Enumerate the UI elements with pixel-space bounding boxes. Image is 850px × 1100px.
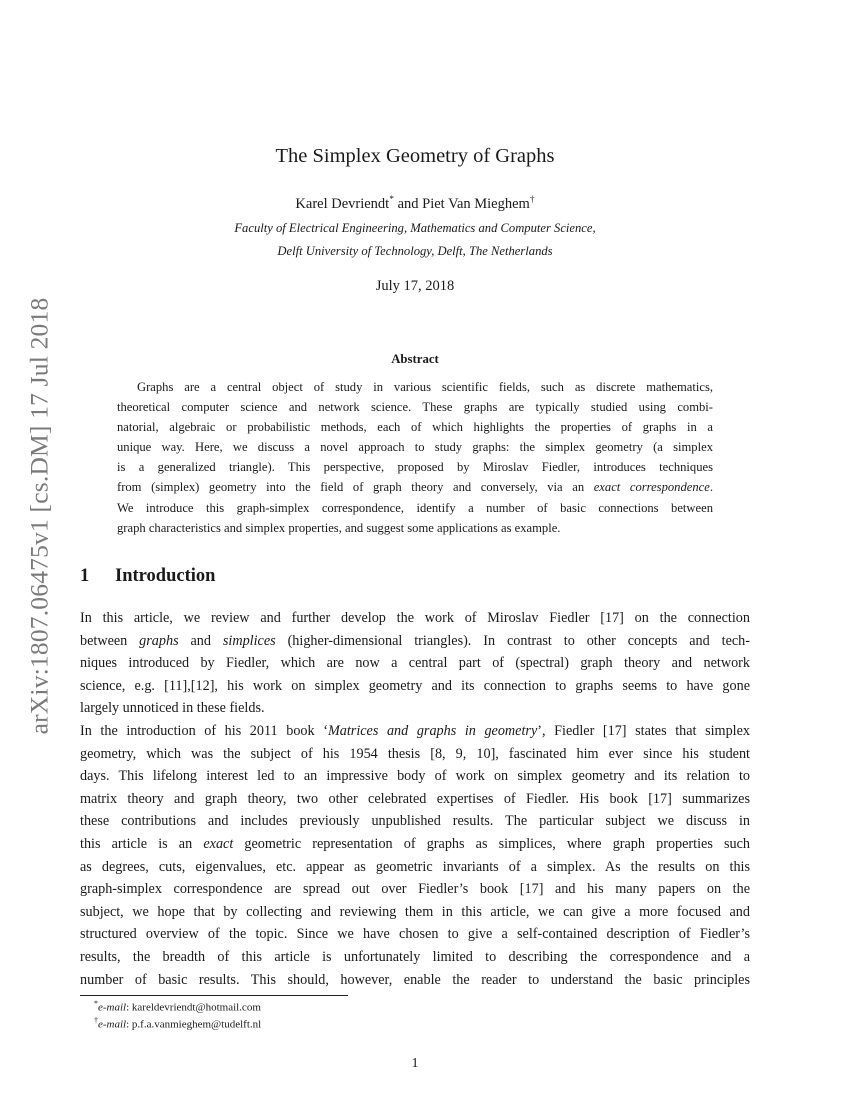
body-line: days. This lifelong interest led to an impressive body of work on simplex geometry and its relation to bbox=[80, 768, 750, 785]
arxiv-identifier: arXiv:1807.06475v1 [cs.DM] 17 Jul 2018 bbox=[24, 297, 54, 735]
body-emphasis: exact bbox=[203, 835, 234, 852]
body-line: number of basic results. This should, however, enable the reader to understand the basic principles bbox=[80, 971, 750, 988]
body-line bbox=[80, 720, 750, 743]
abstract-line: We introduce this graph-simplex correspondence, identify a number of basic connections between bbox=[117, 500, 713, 515]
footnote-2-mark: † bbox=[94, 1016, 98, 1025]
body-line: results, the breadth of this article is unfortunately limited to describing the correspondence and a bbox=[80, 948, 750, 965]
body-text-run: (higher-dimensional triangles). In contrast to other concepts and tech- bbox=[275, 632, 750, 649]
publication-date: July 17, 2018 bbox=[375, 278, 455, 294]
body-line: science, e.g. [11],[12], his work on simplex geometry and its connection to graphs seems to have gone bbox=[80, 677, 750, 694]
arxiv-side-stamp bbox=[22, 266, 56, 766]
section-number: 1 bbox=[80, 566, 90, 586]
author-2-name: Piet Van Mieghem bbox=[422, 195, 530, 212]
body-text-run: In the introduction of his 2011 book ‘ bbox=[80, 722, 328, 739]
abstract-line: theoretical computer science and network science. These graphs are typically studied using combi- bbox=[117, 400, 713, 415]
abstract-line: is a generalized triangle). This perspective, proposed by Miroslav Fiedler, introduces techniques bbox=[117, 460, 713, 475]
abstract-line: graph characteristics and simplex properties, and suggest some applications as example. bbox=[117, 520, 561, 535]
body-line: structured overview of the topic. Since we have chosen to give a self-contained description of Fiedler’s bbox=[80, 926, 750, 943]
footnote-2-email: p.f.a.vanmieghem@tudelft.nl bbox=[131, 1018, 262, 1031]
body-emphasis: simplices bbox=[222, 632, 276, 649]
footnote-2-separator: : bbox=[126, 1018, 132, 1031]
abstract-line: natorial, algebraic or probabilistic methods, each of which highlights the properties of graphs in a bbox=[117, 420, 713, 435]
section-title: Introduction bbox=[115, 566, 216, 586]
author-1-footnote-mark: * bbox=[389, 195, 394, 205]
footnote-1-separator: : bbox=[126, 1001, 132, 1014]
abstract-body bbox=[117, 377, 713, 538]
body-line: In this article, we review and further develop the work of Miroslav Fiedler [17] on the connection bbox=[80, 610, 750, 626]
body-line: largely unnoticed in these fields. bbox=[80, 700, 265, 717]
body-text-run: geometric representation of graphs as simplices, where graph properties such bbox=[233, 835, 750, 852]
affiliation-line-1: Faculty of Electrical Engineering, Mathematics and Computer Science, bbox=[234, 221, 596, 235]
body-line bbox=[80, 630, 750, 653]
body-line bbox=[80, 833, 750, 856]
paper-title: The Simplex Geometry of Graphs bbox=[275, 145, 555, 167]
body-line: matrix theory and graph theory, two other celebrated expertises of Fiedler. His book [17] summarizes bbox=[80, 790, 750, 807]
author-line bbox=[80, 195, 750, 213]
page-number: 1 bbox=[411, 1056, 419, 1071]
abstract-line: Graphs are a central object of study in various scientific fields, such as discrete mathematics, bbox=[137, 380, 713, 394]
author-2-footnote-mark: † bbox=[529, 195, 535, 205]
body-line: niques introduced by Fiedler, which are now a central part of (spectral) graph theory and network bbox=[80, 655, 750, 672]
body-emphasis: Matrices and graphs in geometry bbox=[327, 722, 538, 739]
body-text-run: between bbox=[80, 632, 140, 649]
author-1-name: Karel Devriendt bbox=[295, 195, 390, 212]
affiliation-line-2: Delft University of Technology, Delft, The Netherlands bbox=[277, 244, 553, 258]
body-line: geometry, which was the subject of his 1954 thesis [8, 9, 10], fascinated him ever since his student bbox=[80, 745, 750, 762]
introduction-body bbox=[80, 607, 750, 991]
body-text-run: and bbox=[178, 632, 223, 649]
body-line: these contributions and includes previously unpublished results. The particular subject we discuss in bbox=[80, 813, 750, 830]
footnote-2-label: e-mail bbox=[98, 1018, 127, 1031]
footnote-1-email: kareldevriendt@hotmail.com bbox=[131, 1001, 261, 1014]
body-line: as degrees, cuts, eigenvalues, etc. appear as geometric invariants of a simplex. As the results on this bbox=[80, 858, 750, 875]
body-text-run: ’, Fiedler [17] states that simplex bbox=[537, 722, 750, 739]
abstract-line bbox=[117, 477, 713, 497]
abstract-line: unique way. Here, we discuss a novel approach to study graphs: the simplex geometry (a simplex bbox=[117, 440, 713, 455]
body-emphasis: graphs bbox=[139, 632, 179, 649]
footnote-2 bbox=[94, 1016, 261, 1031]
abstract-heading: Abstract bbox=[391, 352, 439, 366]
footnote-rule bbox=[80, 995, 348, 996]
abstract-text-run: . bbox=[709, 480, 713, 495]
abstract-emphasis: exact correspondence bbox=[593, 480, 710, 495]
footnote-1-mark: * bbox=[94, 999, 98, 1008]
footnote-1 bbox=[94, 999, 261, 1014]
section-heading bbox=[80, 566, 215, 587]
body-line: subject, we hope that by collecting and reviewing them in this article, we can give a more focused and bbox=[80, 903, 750, 920]
body-text-run: this article is an bbox=[80, 835, 204, 852]
body-line: graph-simplex correspondence are spread out over Fiedler’s book [17] and his many papers on the bbox=[80, 881, 750, 898]
author-conjunction: and bbox=[397, 195, 419, 212]
footnote-1-label: e-mail bbox=[98, 1001, 127, 1014]
abstract-text-run: from (simplex) geometry into the field of graph theory and conversely, via an bbox=[117, 480, 594, 495]
